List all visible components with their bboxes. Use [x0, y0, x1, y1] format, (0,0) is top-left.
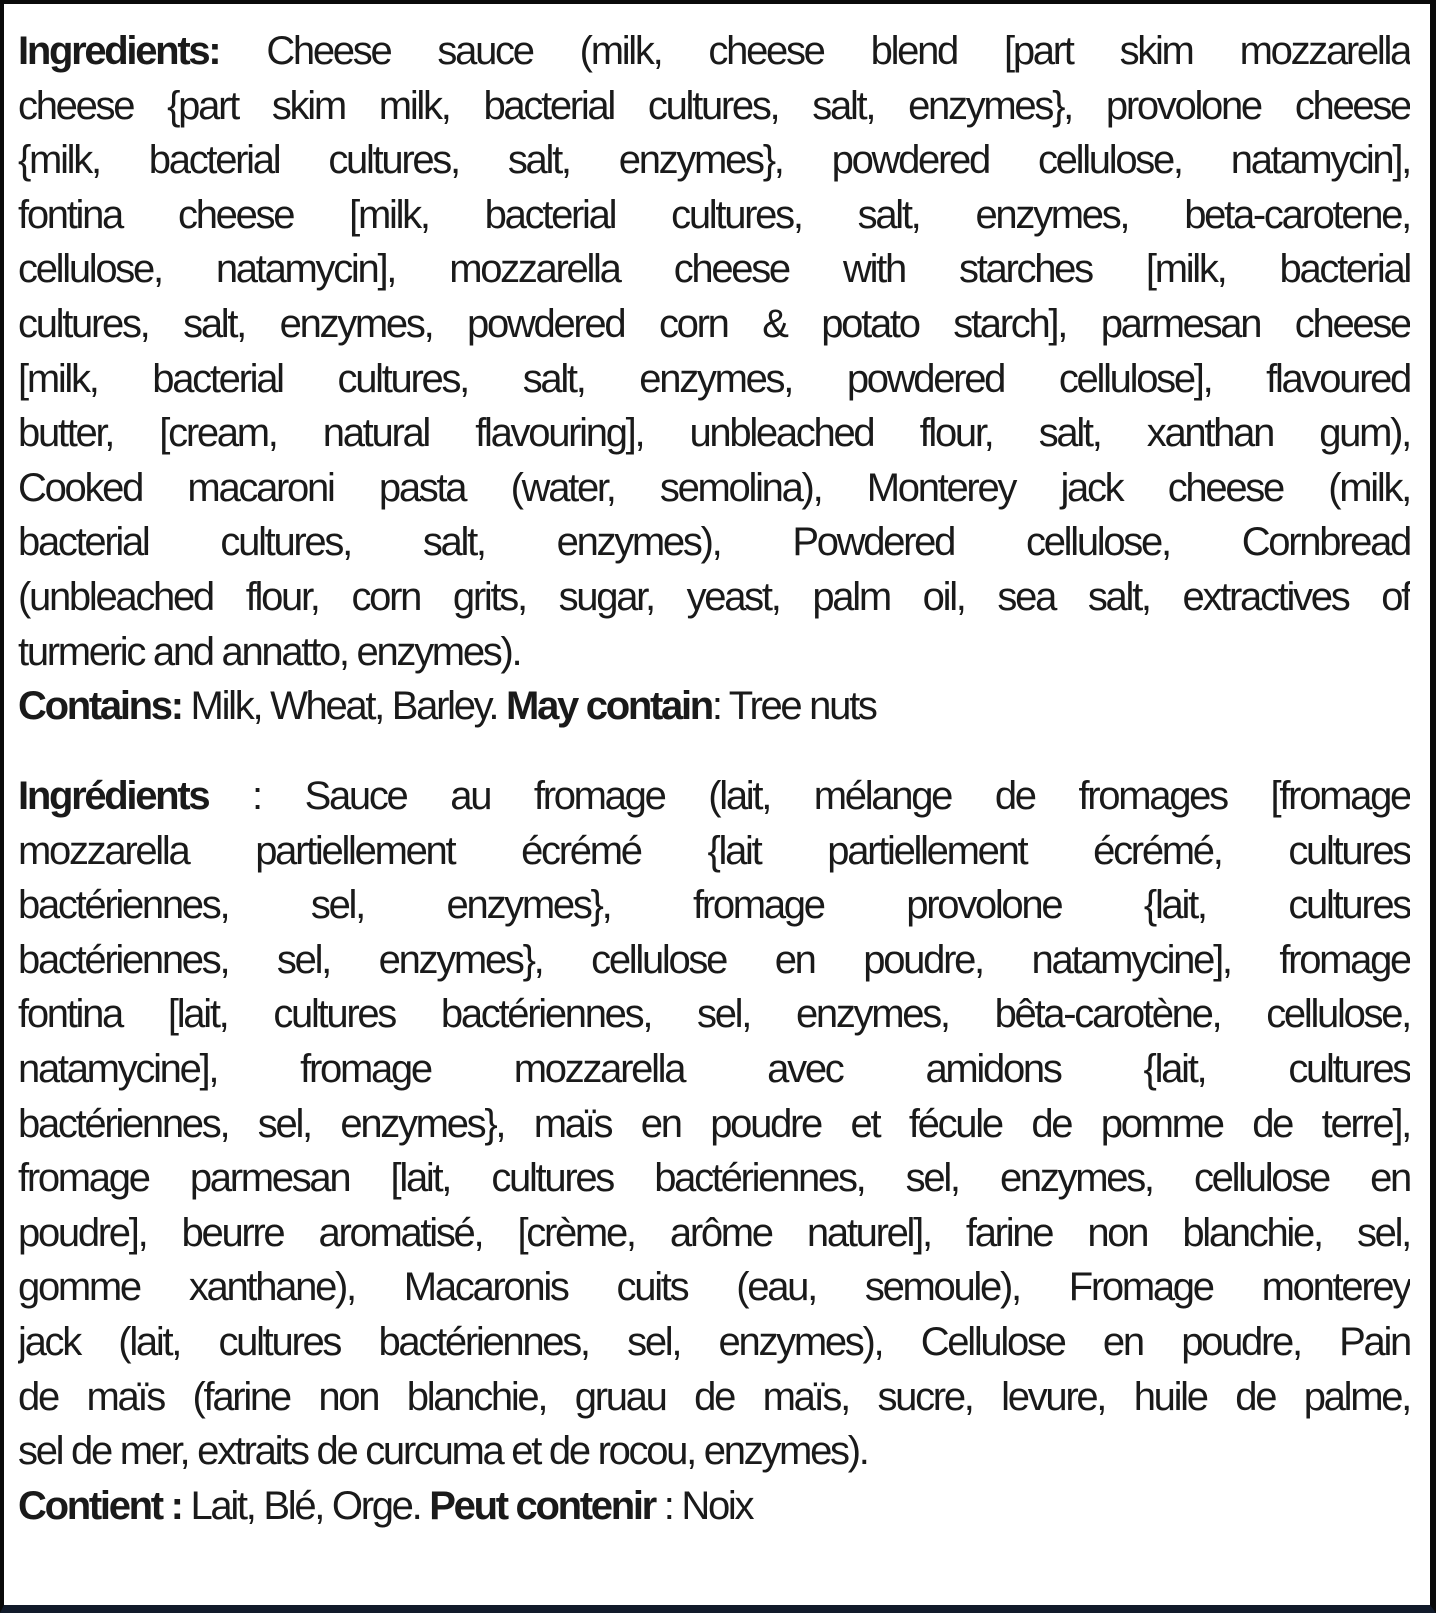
english-ingredients-line: Cooked macaroni pasta (water, semolina), Monterey jack cheese (milk,	[18, 465, 1410, 510]
contient-label: Contient :	[18, 1483, 182, 1528]
peut-contenir-label: Peut contenir	[420, 1483, 655, 1528]
english-ingredients-line: [milk, bacterial cultures, salt, enzymes, powdered cellulose], flavoured	[18, 356, 1410, 401]
french-allergen-statement	[18, 1479, 1410, 1534]
contains-label: Contains:	[18, 684, 182, 729]
english-ingredients-line: butter, [cream, natural flavouring], unbleached flour, salt, xanthan gum),	[18, 411, 1410, 456]
english-ingredients-line: bacterial cultures, salt, enzymes), Powdered cellulose, Cornbread	[18, 520, 1410, 565]
english-ingredients-line: fontina cheese [milk, bacterial cultures, salt, enzymes, beta-carotene,	[18, 192, 1410, 237]
english-ingredients-line: Ingredients: Cheese sauce (milk, cheese blend [part skim mozzarella	[18, 29, 1410, 73]
english-ingredients-line: cultures, salt, enzymes, powdered corn & potato starch], parmesan cheese	[18, 301, 1410, 346]
french-ingredients-line: sel de mer, extraits de curcuma et de rocou, enzymes).	[18, 1429, 868, 1474]
french-ingredients-heading: Ingrédients	[18, 774, 209, 818]
english-ingredients-line: turmeric and annatto, enzymes).	[18, 629, 521, 674]
english-ingredients-heading: Ingredients:	[18, 29, 220, 73]
english-allergen-statement	[18, 679, 1410, 734]
french-ingredients-line: gomme xanthane), Macaronis cuits (eau, semoule), Fromage monterey	[18, 1265, 1410, 1310]
peut-contenir-value: : Noix	[654, 1483, 753, 1528]
french-ingredients-line: bactériennes, sel, enzymes}, fromage provolone {lait, cultures	[18, 883, 1410, 928]
may-contain-label: May contain	[497, 684, 712, 729]
french-ingredients-line: natamycine], fromage mozzarella avec amidons {lait, cultures	[18, 1046, 1410, 1091]
french-ingredients-line: bactériennes, sel, enzymes}, cellulose en poudre, natamycine], fromage	[18, 937, 1410, 982]
contient-value: Lait, Blé, Orge.	[181, 1483, 421, 1528]
english-ingredients-line: cheese {part skim milk, bacterial cultures, salt, enzymes}, provolone cheese	[18, 83, 1410, 128]
french-ingredients-line: Ingrédients : Sauce au fromage (lait, mélange de fromages [fromage	[18, 774, 1410, 818]
english-ingredients-line: (unbleached flour, corn grits, sugar, yeast, palm oil, sea salt, extractives of	[18, 574, 1410, 619]
english-ingredients-line: cellulose, natamycin], mozzarella cheese with starches [milk, bacterial	[18, 247, 1410, 292]
french-ingredients-line: mozzarella partiellement écrémé {lait partiellement écrémé, cultures	[18, 828, 1410, 873]
english-ingredients-line: {milk, bacterial cultures, salt, enzymes}, powdered cellulose, natamycin],	[18, 138, 1410, 183]
french-ingredients-section	[18, 769, 1410, 1533]
contains-value: Milk, Wheat, Barley.	[181, 684, 498, 729]
french-ingredients-line: bactériennes, sel, enzymes}, maïs en poudre et fécule de pomme de terre],	[18, 1101, 1410, 1146]
french-ingredients-line: fromage parmesan [lait, cultures bactériennes, sel, enzymes, cellulose en	[18, 1156, 1410, 1201]
french-ingredients-line: jack (lait, cultures bactériennes, sel, enzymes), Cellulose en poudre, Pain	[18, 1319, 1410, 1364]
french-ingredients-line: fontina [lait, cultures bactériennes, sel, enzymes, bêta-carotène, cellulose,	[18, 992, 1410, 1037]
french-ingredients-line: de maïs (farine non blanchie, gruau de maïs, sucre, levure, huile de palme,	[18, 1374, 1410, 1419]
french-ingredients-line: poudre], beurre aromatisé, [crème, arôme naturel], farine non blanchie, sel,	[18, 1210, 1410, 1255]
may-contain-value: : Tree nuts	[711, 684, 876, 729]
english-ingredients-section	[18, 24, 1410, 734]
